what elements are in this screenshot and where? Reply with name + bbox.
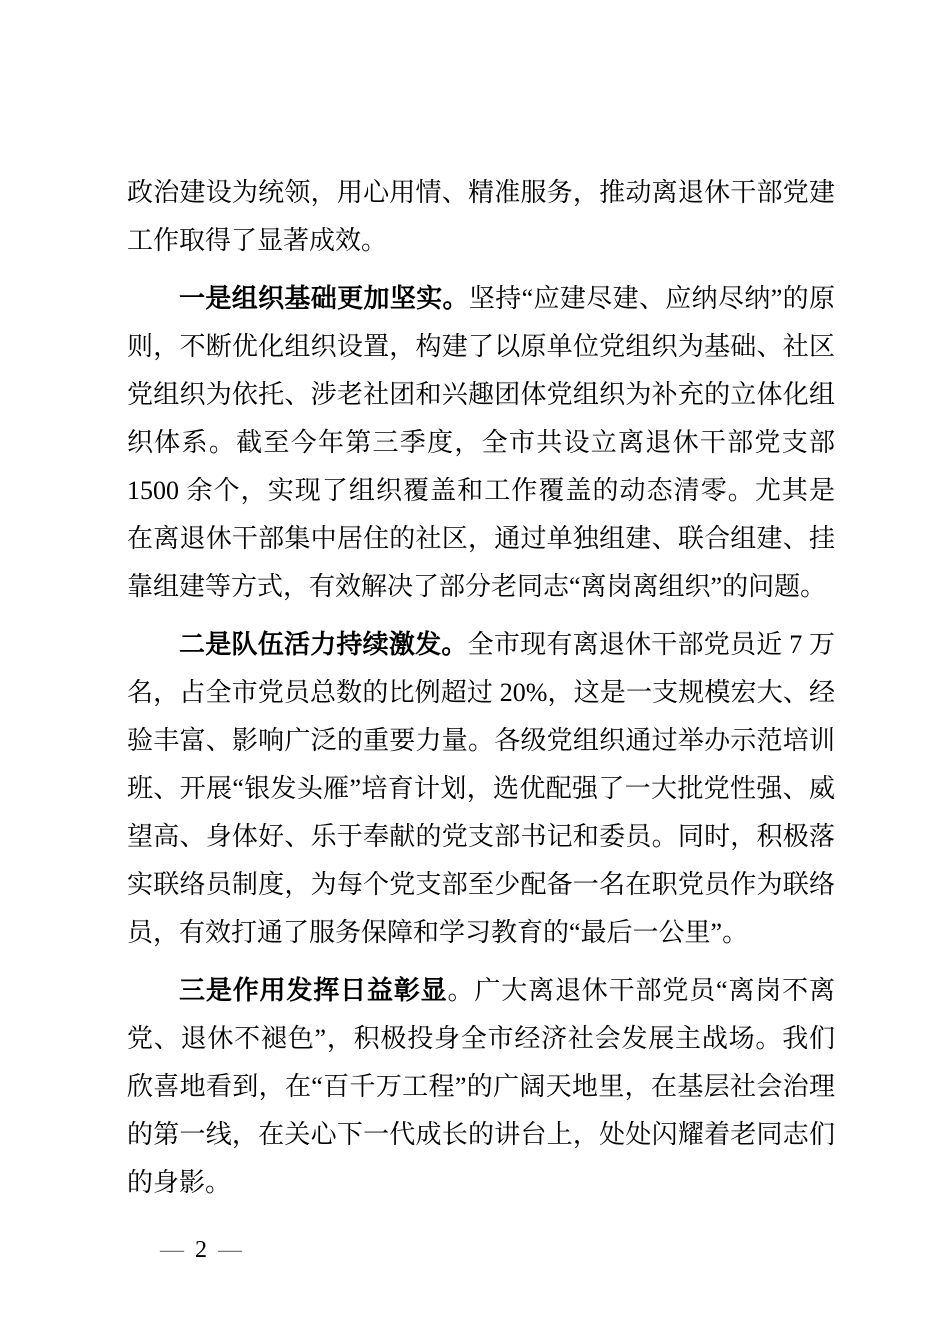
document-body — [127, 168, 835, 1207]
page-number: 2 — [195, 1237, 207, 1263]
paragraph — [127, 168, 835, 265]
paragraph-text: 坚持“应建尽建、应纳尽纳”的原则，不断优化组织设置，构建了以原单位党组织为基础、社区党组织为依托、涉老社团和兴趣团体党组织为补充的立体化组织体系。截至今年第三季度，全市共设立离退休干部党支部 1500 余个，实现了组织覆盖和工作覆盖的动态清零。尤其是在离退休干部集中居住的社区，通过单独组建、联合组建、挂靠组建等方式，有效解决了部分老同志“离岗离组织”的问题。 — [127, 284, 835, 601]
paragraph — [127, 274, 835, 611]
paragraph-lead: 三是作用发挥日益彰显 — [179, 975, 448, 1005]
footer-dash-right: — — [218, 1237, 242, 1263]
paragraph — [127, 620, 835, 957]
paragraph-text: 。广大离退休干部党员“离岗不离党、退休不褪色”，积极投身全市经济社会发展主战场。我们欣喜地看到，在“百千万工程”的广阔天地里，在基层社会治理的第一线，在关心下一代成长的讲台上，处处闪耀着老同志们的身影。 — [127, 976, 835, 1197]
paragraph-lead: 一是组织基础更加坚实。 — [179, 283, 469, 313]
footer-dash-left: — — [160, 1237, 184, 1263]
paragraph-text: 全市现有离退休干部党员近 7 万名，占全市党员总数的比例超过 20%，这是一支规模宏大、经验丰富、影响广泛的重要力量。各级党组织通过举办示范培训班、开展“银发头雁”培育计划，选优配强了一大批党性强、威望高、身体好、乐于奉献的党支部书记和委员。同时，积极落实联络员制度，为每个党支部至少配备一名在职党员作为联络员，有效打通了服务保障和学习教育的“最后一公里”。 — [127, 630, 835, 947]
paragraph-text: 政治建设为统领，用心用情、精准服务，推动离退休干部党建工作取得了显著成效。 — [127, 178, 835, 255]
paragraph — [127, 966, 835, 1207]
page-footer — [160, 1236, 242, 1264]
paragraph-lead: 二是队伍活力持续激发。 — [179, 629, 468, 659]
